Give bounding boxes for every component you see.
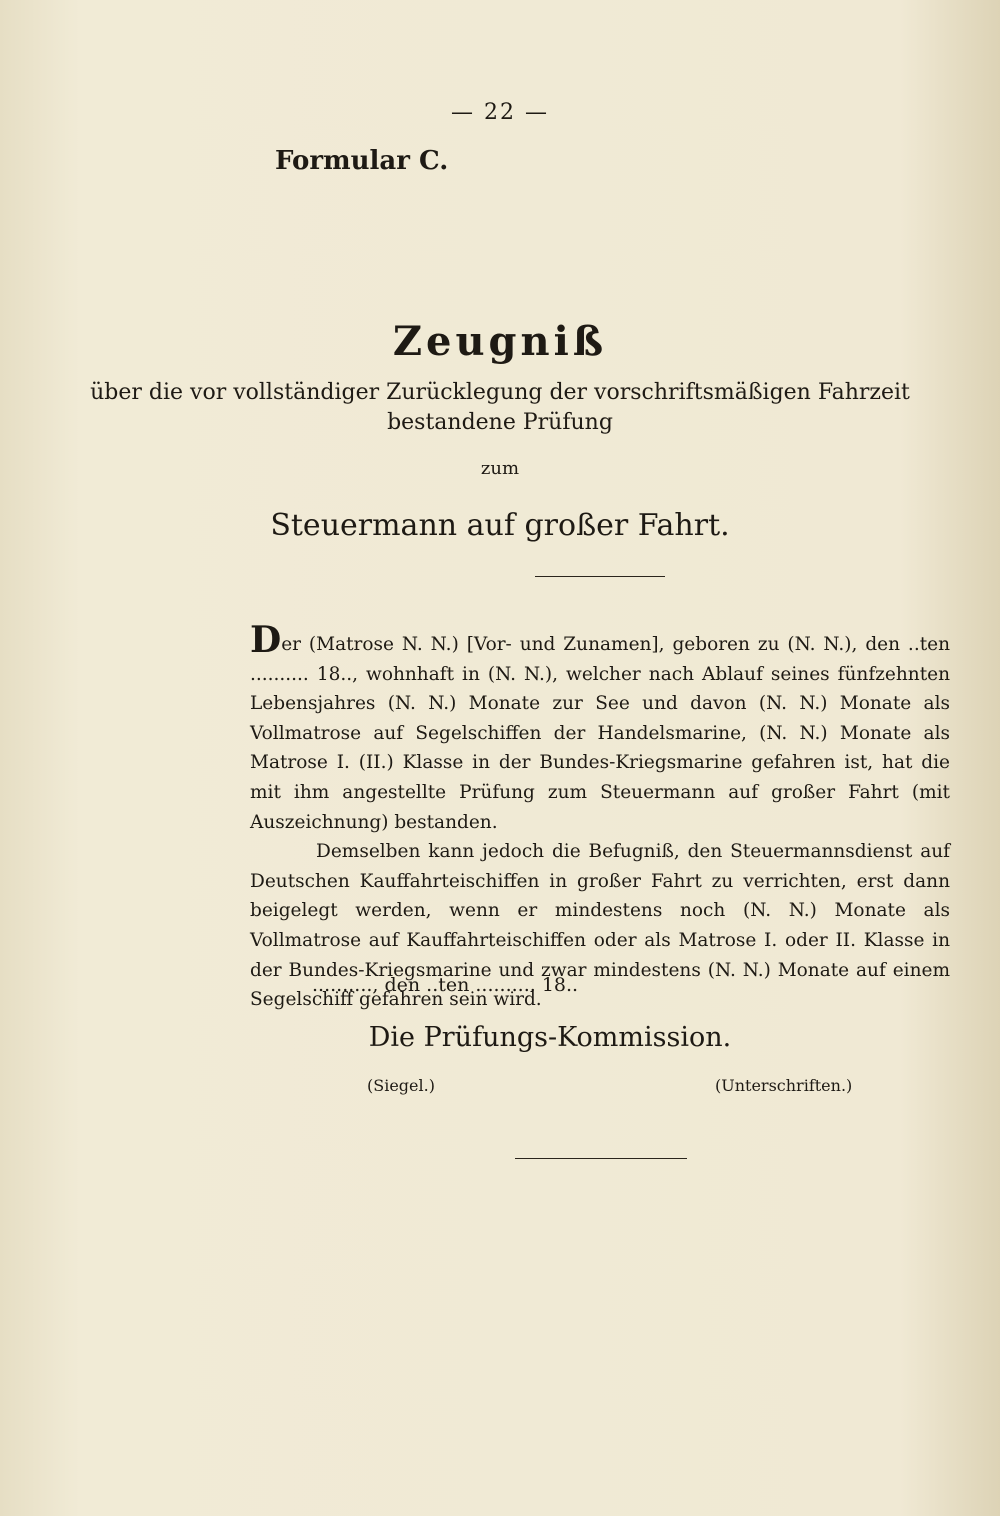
paragraph-1-text: er (Matrose N. N.) [Vor- und Zunamen], geboren zu (N. N.), den ..ten .......... 18.., wohnhaft in (N. N.), welcher nach Ablauf seines fünfzehnten Lebensjahres (N. N.) Monate zur See und davon (N. N.) Monate als Vollmatrose auf Segelschiffen der Handelsmarine, (N. N.) Monate als Matrose I. (II.) Klasse in der Bundes-Kriegsmarine gefahren ist, hat die mit ihm angestellte Prüfung zum Steuermann auf großer Fahrt (mit Auszeichnung) bestanden. [250,634,950,833]
paragraph-1 [250,619,950,837]
certificate-body [250,619,950,1015]
drop-cap: D [250,619,282,661]
form-label: Formular C. [275,146,449,176]
subtitle-line-3: zum [480,458,520,479]
certificate-title: Zeugniß [392,318,608,365]
closing-divider [515,1158,687,1159]
subtitle-line-2: bestandene Prüfung [387,410,613,435]
paragraph-2: Demselben kann jedoch die Befugniß, den Steuermannsdienst auf Deutschen Kauffahrteischiffen in großer Fahrt zu verrichten, erst dann beigelegt werden, wenn er mindestens noch (N. N.) Monate als Vollmatrose auf Kauffahrteischiffen oder als Matrose I. oder II. Klasse in der Bundes-Kriegsmarine und zwar mindestens (N. N.) Monate auf einem Segelschiff gefahren sein wird. [250,841,950,1011]
date-line: .........., den ..ten .......... 18.. [312,974,579,996]
subtitle-line-1: über die vor vollständiger Zurücklegung der vorschriftsmäßigen Fahrzeit [90,380,910,405]
heading-divider [535,576,665,577]
seal-label: (Siegel.) [367,1076,435,1095]
page-number: — 22 — [451,100,549,125]
commission-heading: Die Prüfungs-Kommission. [368,1022,732,1053]
rank-heading: Steuermann auf großer Fahrt. [270,508,730,543]
signatures-label: (Unterschriften.) [715,1076,853,1095]
